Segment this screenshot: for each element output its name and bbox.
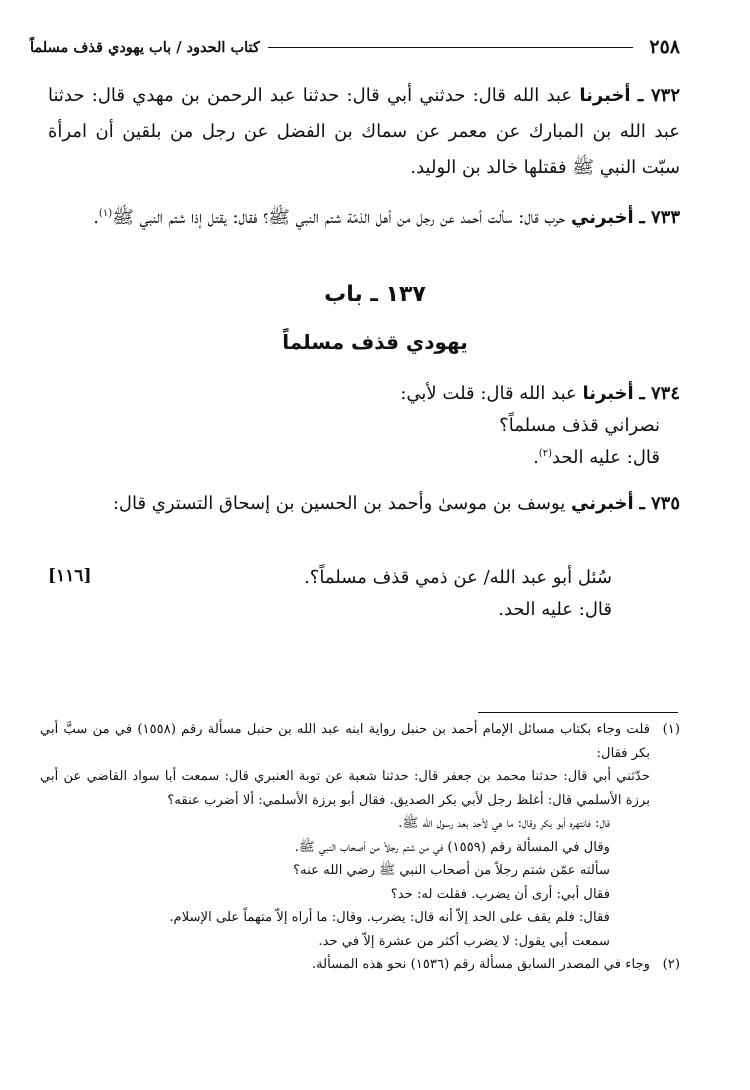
entry-734 — [400, 378, 680, 474]
manuscript-folio-marker: [١١٦] — [48, 566, 92, 586]
footnote-line: وجاء في المصدر السابق مسألة رقم (١٥٣٦) نحو هذه المسألة. — [311, 957, 650, 972]
running-title: كتاب الحدود / باب يهودي قذف مسلماً — [30, 38, 260, 56]
answer-line — [400, 442, 680, 474]
entry-732 — [48, 78, 680, 186]
entry-735 — [48, 486, 680, 522]
entry-number: ٧٣٢ ـ — [637, 85, 680, 106]
entry-735-qa — [304, 562, 612, 626]
page-number: ٢٥٨ — [649, 36, 680, 58]
footnote-line: فقال أبي: أرى أن يضرب. فقلت له: حد؟ — [390, 886, 610, 902]
footnotes — [40, 718, 680, 977]
header-rule — [268, 47, 634, 48]
entry-text: عبد الله قال: حدثني أبي قال: حدثنا عبد الرحمن بن مهدي قال: حدثنا عبد الله بن المبارك عن معمر عن سماك بن الفضل عن رجل من بلقين أن امرأة سبّت النبي ﷺ فقتلها خالد بن الوليد. — [48, 85, 680, 178]
footnote-line: قلت وجاء بكتاب مسائل الإمام أحمد بن حنبل رواية ابنه عبد الله بن حنبل مسألة رقم (١٥٥٨) في من سبَّ أبي بكر فقال: — [40, 722, 650, 761]
footnote-ref[interactable]: (١) — [98, 208, 113, 219]
footnote-line: سألته عمّن شتم رجلاً من أصحاب النبي ﷺ رضي الله عنه؟ — [293, 863, 610, 878]
footnote-label: (١) — [662, 722, 680, 737]
footnote-ref[interactable]: (٢) — [538, 448, 552, 459]
entry-end: . — [533, 447, 539, 468]
chapter-number: ١٣٧ ـ باب — [324, 282, 426, 307]
footnote-line: وقال في المسألة رقم (١٥٥٩) في من شتم رجلاً من أصحاب النبي ﷺ. — [294, 839, 610, 855]
entry-number: ٧٣٥ ـ — [639, 493, 680, 514]
transmission-term: أخبرنا — [582, 383, 634, 404]
chapter-title: يهودي قذف مسلماً — [282, 330, 468, 354]
footnote-divider — [478, 712, 678, 713]
entry-number: ٧٣٤ ـ — [639, 383, 680, 404]
answer-text: قال: عليه الحد — [551, 447, 660, 468]
entry-number: ٧٣٣ ـ — [639, 207, 680, 228]
transmission-term: أخبرني — [571, 207, 634, 228]
main-text — [48, 78, 680, 250]
transmission-term: أخبرنا — [579, 85, 631, 106]
entry-text: يوسف بن موسىٰ وأحمد بن الحسين بن إسحاق التستري قال: — [112, 493, 566, 514]
footnote-label: (٢) — [662, 957, 680, 972]
footnote-line: قال: فانتهره أبو بكر وقال: ما هي لأحد بعد رسول الله ﷺ. — [398, 816, 610, 831]
footnote-line: فقال: فلم يقف على الحد إلاّ أنه قال: يضرب. وقال: ما أراه إلاّ متهماً على الإسلام. — [169, 910, 610, 925]
footnote-2 — [40, 953, 680, 977]
question-line: سُئل أبو عبد الله/ عن ذمي قذف مسلماً؟. — [304, 567, 612, 588]
footnote-1 — [40, 718, 680, 953]
question-line: نصراني قذف مسلماً؟ — [499, 415, 660, 436]
entry-733 — [48, 200, 680, 236]
entry-end: . — [93, 207, 99, 228]
footnote-line: سمعت أبي يقول: لا يضرب أكثر من عشرة إلاّ في حد. — [318, 933, 610, 949]
transmission-term: أخبرني — [571, 493, 634, 514]
answer-line: قال: عليه الحد. — [498, 599, 612, 620]
entry-text: عبد الله قال: قلت لأبي: — [400, 383, 577, 404]
footnote-line: حدّثني أبي قال: حدثنا محمد بن جعفر قال: حدثنا شعبة عن توبة العنبري قال: سمعت أبا سواد القاضي عن أبي برزة الأسلمي قال: أغلظ رجل لأبي بكر الصديق. فقال أبو برزة الأسلمي: ألا أضرب عنقه؟ — [40, 769, 650, 808]
page-header — [30, 34, 680, 60]
entry-text: حرب قال: سألت أحمد عن رجل من أهل الذمّة شتم النبي ﷺ؟ فقال: يقتل إذا شتم النبي ﷺ — [112, 207, 566, 228]
